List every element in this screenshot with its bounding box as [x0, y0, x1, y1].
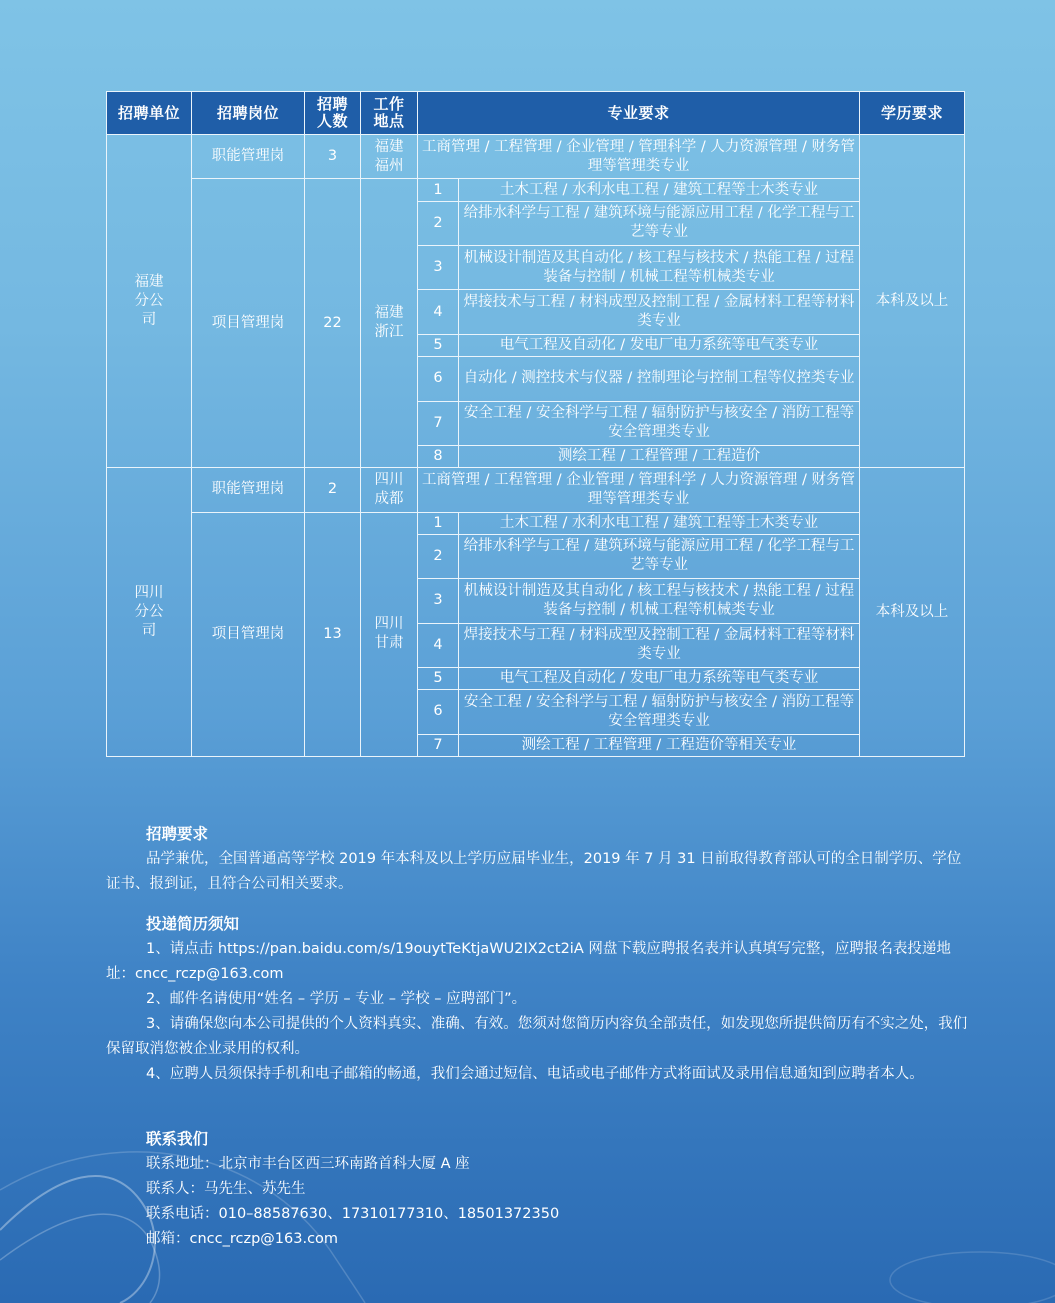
major-index: 3 — [418, 579, 459, 623]
major-index: 1 — [418, 179, 459, 201]
count-cell: 2 — [305, 468, 361, 512]
count-cell: 3 — [305, 135, 361, 179]
requirements-section — [106, 822, 970, 897]
table-row — [107, 135, 965, 179]
unit-cell-fujian — [107, 135, 192, 468]
major-index: 6 — [418, 357, 459, 401]
major-cell: 自动化 / 测控技术与仪器 / 控制理论与控制工程等仪控类专业 — [459, 357, 860, 401]
major-index: 4 — [418, 623, 459, 667]
submission-item-4: 4、应聘人员须保持手机和电子邮箱的畅通，我们会通过短信、电话或电子邮件方式将面试及录用信息通知到应聘者本人。 — [146, 1066, 924, 1082]
count-cell: 22 — [305, 179, 361, 468]
requirements-text: 品学兼优，全国普通高等学校 2019 年本科及以上学历应届毕业生，2019 年 7 月 31 日前取得教育部认可的全日制学历、学位证书、报到证，且符合公司相关要求。 — [106, 851, 962, 892]
position-cell: 项目管理岗 — [192, 179, 305, 468]
education-cell-sichuan: 本科及以上 — [860, 468, 965, 757]
major-cell: 工商管理 / 工程管理 / 企业管理 / 管理科学 / 人力资源管理 / 财务管理等管理类专业 — [418, 135, 860, 179]
major-index: 6 — [418, 690, 459, 734]
contact-email: 邮箱：cncc_rczp@163.com — [146, 1231, 339, 1247]
table-row — [107, 179, 965, 201]
major-index: 3 — [418, 246, 459, 290]
major-cell: 给排水科学与工程 / 建筑环境与能源应用工程 / 化学工程与工艺等专业 — [459, 201, 860, 245]
major-index: 2 — [418, 201, 459, 245]
count-cell: 13 — [305, 512, 361, 756]
recruitment-table — [106, 91, 965, 757]
major-cell: 电气工程及自动化 / 发电厂电力系统等电气类专业 — [459, 668, 860, 690]
contact-phone: 联系电话：010–88587630、17310177310、18501372350 — [146, 1206, 560, 1222]
submission-item-3: 3、请确保您向本公司提供的个人资料真实、准确、有效。您须对您简历内容负全部责任，如发现您所提供简历有不实之处，我们保留取消您被企业录用的权利。 — [106, 1016, 968, 1057]
major-cell: 测绘工程 / 工程管理 / 工程造价等相关专业 — [459, 734, 860, 756]
unit-label: 四川分公司 — [134, 584, 164, 639]
major-cell: 机械设计制造及其自动化 / 核工程与核技术 / 热能工程 / 过程装备与控制 / 机械工程等机械类专业 — [459, 579, 860, 623]
submission-item-1: 1、请点击 https://pan.baidu.com/s/19ouytTeKtjaWU2IX2ct2iA 网盘下载应聘报名表并认真填写完整，应聘报名表投递地址：cncc_rczp@163.com — [106, 941, 951, 982]
header-location: 工作地点 — [361, 92, 418, 135]
major-cell: 测绘工程 / 工程管理 / 工程造价 — [459, 445, 860, 467]
location-cell: 福建浙江 — [361, 179, 418, 468]
major-cell: 工商管理 / 工程管理 / 企业管理 / 管理科学 / 人力资源管理 / 财务管理等管理类专业 — [418, 468, 860, 512]
education-cell-fujian: 本科及以上 — [860, 135, 965, 468]
unit-label: 福建分公司 — [134, 273, 164, 328]
submission-section — [106, 912, 970, 1087]
major-cell: 土木工程 / 水利水电工程 / 建筑工程等土木类专业 — [459, 512, 860, 534]
contact-person: 联系人：马先生、苏先生 — [146, 1181, 306, 1197]
major-index: 7 — [418, 401, 459, 445]
header-major: 专业要求 — [418, 92, 860, 135]
position-cell: 项目管理岗 — [192, 512, 305, 756]
major-cell: 土木工程 / 水利水电工程 / 建筑工程等土木类专业 — [459, 179, 860, 201]
unit-cell-sichuan — [107, 468, 192, 757]
major-index: 5 — [418, 668, 459, 690]
major-index: 2 — [418, 534, 459, 578]
location-cell: 福建福州 — [361, 135, 418, 179]
position-cell: 职能管理岗 — [192, 468, 305, 512]
table-header-row — [107, 92, 965, 135]
major-cell: 给排水科学与工程 / 建筑环境与能源应用工程 / 化学工程与工艺等专业 — [459, 534, 860, 578]
header-position: 招聘岗位 — [192, 92, 305, 135]
submission-title: 投递简历须知 — [146, 915, 240, 933]
major-index: 1 — [418, 512, 459, 534]
major-index: 5 — [418, 334, 459, 356]
header-unit: 招聘单位 — [107, 92, 192, 135]
major-cell: 安全工程 / 安全科学与工程 / 辐射防护与核安全 / 消防工程等安全管理类专业 — [459, 690, 860, 734]
location-cell: 四川成都 — [361, 468, 418, 512]
major-index: 4 — [418, 290, 459, 334]
header-education: 学历要求 — [860, 92, 965, 135]
contact-title: 联系我们 — [146, 1130, 209, 1148]
contact-address: 联系地址：北京市丰台区西三环南路首科大厦 A 座 — [146, 1156, 470, 1172]
contact-section — [106, 1127, 970, 1252]
table-row — [107, 512, 965, 534]
major-cell: 焊接技术与工程 / 材料成型及控制工程 / 金属材料工程等材料类专业 — [459, 623, 860, 667]
major-index: 8 — [418, 445, 459, 467]
submission-item-2: 2、邮件名请使用“姓名 – 学历 – 专业 – 学校 – 应聘部门”。 — [146, 991, 527, 1007]
location-cell: 四川甘肃 — [361, 512, 418, 756]
major-cell: 安全工程 / 安全科学与工程 / 辐射防护与核安全 / 消防工程等安全管理类专业 — [459, 401, 860, 445]
major-cell: 焊接技术与工程 / 材料成型及控制工程 / 金属材料工程等材料类专业 — [459, 290, 860, 334]
table-row — [107, 468, 965, 512]
major-index: 7 — [418, 734, 459, 756]
position-cell: 职能管理岗 — [192, 135, 305, 179]
major-cell: 机械设计制造及其自动化 / 核工程与核技术 / 热能工程 / 过程装备与控制 / 机械工程等机械类专业 — [459, 246, 860, 290]
major-cell: 电气工程及自动化 / 发电厂电力系统等电气类专业 — [459, 334, 860, 356]
header-count: 招聘人数 — [305, 92, 361, 135]
requirements-title: 招聘要求 — [146, 825, 209, 843]
